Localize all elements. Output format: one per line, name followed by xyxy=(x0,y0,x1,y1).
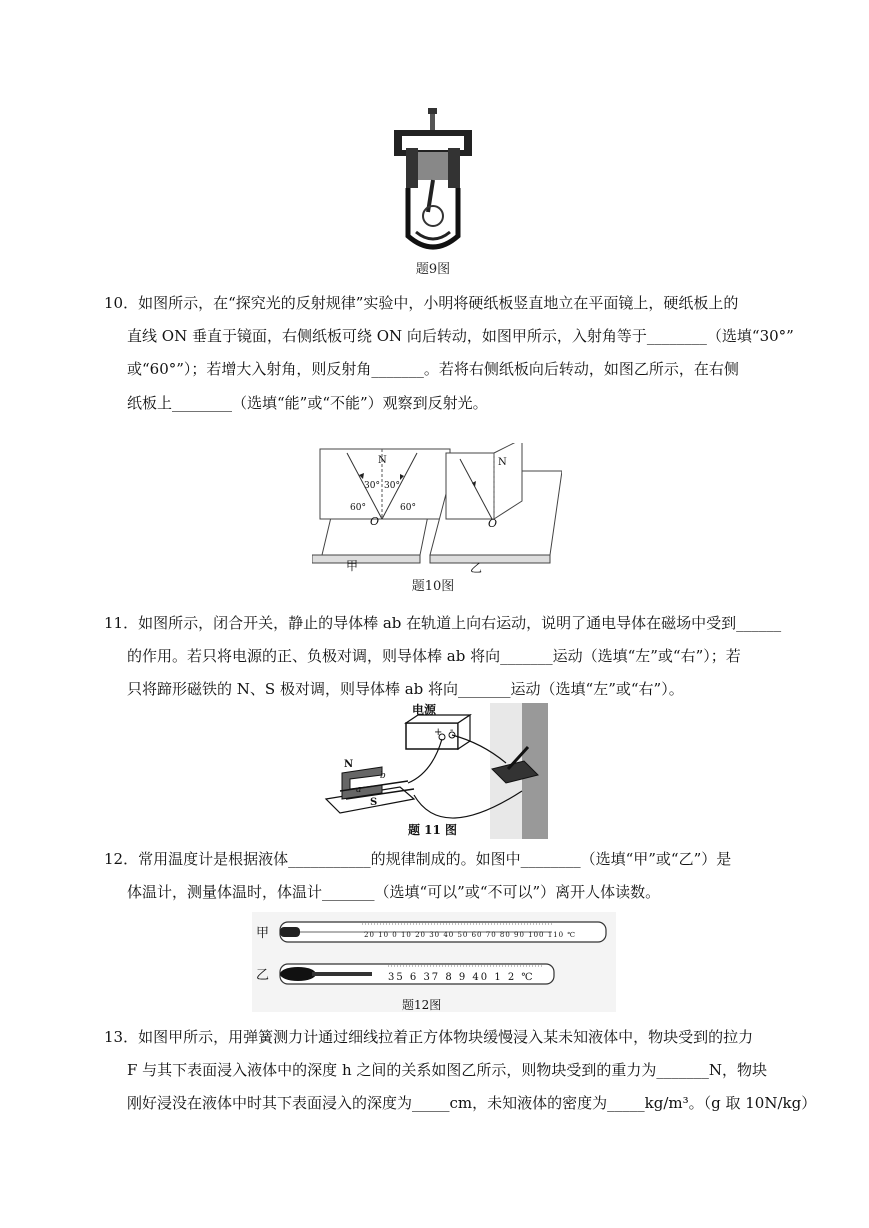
fig11-b-label: b xyxy=(380,771,386,781)
q12-line-1: 12．常用温度计是根据液体___________的规律制成的。如图中________（选填“甲”或“乙”）是 xyxy=(104,850,732,868)
fig10-angle-30-right: 30° xyxy=(384,481,400,491)
fig12-label-jia: 甲 xyxy=(256,926,270,941)
fig11-minus-label: - xyxy=(450,725,454,736)
fig12-caption: 题12图 xyxy=(402,998,442,1012)
q13-line-2: F 与其下表面浸入液体中的深度 h 之间的关系如图乙所示，则物块受到的重力为_______N，物块 xyxy=(127,1061,768,1079)
fig10-angle-30-left: 30° xyxy=(364,481,380,491)
q12-line-2: 体温计，测量体温时，体温计_______（选填“可以”或“不可以”）离开人体读数。 xyxy=(127,883,661,901)
fig10-point-o-left: O xyxy=(370,515,380,528)
q11-line-3: 只将蹄形磁铁的 N、S 极对调，则导体棒 ab 将向_______运动（选填“左”或“右”）。 xyxy=(127,680,684,698)
fig10-label-jia: 甲 xyxy=(346,559,359,573)
fig10-angle-60-left: 60° xyxy=(350,503,366,513)
fig10-label-yi: 乙 xyxy=(470,561,483,575)
q13-line-1: 13．如图甲所示，用弹簧测力计通过细线拉着正方体物块缓慢浸入某未知液体中，物块受到的拉力 xyxy=(104,1028,754,1046)
q13-line-3: 刚好浸没在液体中时其下表面浸入的深度为_____cm，未知液体的密度为_____kg/m³。（g 取 10N/kg） xyxy=(127,1094,817,1112)
fig12-scale-jia: 20 10 0 10 20 30 40 50 60 70 80 90 100 110 ℃ xyxy=(364,931,577,939)
q10-line-3: 或“60°”）；若增大入射角，则反射角_______。若将右侧纸板向后转动，如图乙所示，在右侧 xyxy=(127,360,739,378)
figure-11-circuit-diagram xyxy=(322,703,548,839)
figure-9-engine-diagram xyxy=(388,108,478,253)
q10-line-1: 10．如图所示，在“探究光的反射规律”实验中，小明将硬纸板竖直地立在平面镜上，硬纸板上的 xyxy=(104,294,739,312)
q11-line-2: 的作用。若只将电源的正、负极对调，则导体棒 ab 将向_______运动（选填“左”或“右”）；若 xyxy=(127,647,741,665)
figure-9-caption: 题9图 xyxy=(415,262,451,277)
fig10-normal-label-right: N xyxy=(498,457,507,468)
fig11-n-pole-label: N xyxy=(344,759,354,770)
fig11-caption: 题 11 图 xyxy=(408,823,458,837)
fig12-label-yi: 乙 xyxy=(256,968,270,983)
fig11-s-pole-label: S xyxy=(370,797,378,808)
q10-line-4: 纸板上________（选填“能”或“不能”）观察到反射光。 xyxy=(127,394,488,412)
fig11-a-label: a xyxy=(356,785,362,795)
q10-line-2: 直线 ON 垂直于镜面，右侧纸板可绕 ON 向后转动，如图甲所示，入射角等于________（选填“30°” xyxy=(127,327,794,345)
figure-12-thermometers xyxy=(252,912,616,1012)
q11-line-1: 11．如图所示，闭合开关，静止的导体棒 ab 在轨道上向右运动，说明了通电导体在磁场中受到______ xyxy=(104,614,782,632)
fig10-normal-label-left: N xyxy=(378,455,387,466)
fig11-power-label: 电源 xyxy=(412,703,437,717)
fig11-plus-label: + xyxy=(434,727,443,738)
figure-10-reflection-diagram xyxy=(312,443,562,591)
fig12-scale-yi: 35 6 37 8 9 40 1 2 ℃ xyxy=(388,972,535,983)
figure-10-caption: 题10图 xyxy=(411,579,455,594)
fig10-angle-60-right: 60° xyxy=(400,503,416,513)
fig10-point-o-right: O xyxy=(488,517,498,530)
